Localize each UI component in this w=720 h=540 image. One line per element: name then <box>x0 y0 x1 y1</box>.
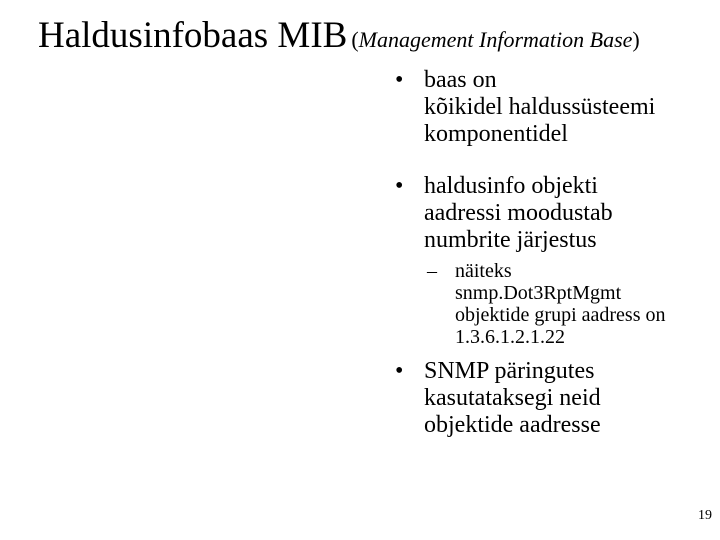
bullet-line: kõikidel haldussüsteemi <box>424 94 656 120</box>
bullet-line: baas on <box>424 67 497 93</box>
title-paren-open: ( <box>351 27 359 52</box>
bullet-line: objektide aadresse <box>424 412 601 438</box>
bullet-item <box>395 173 715 254</box>
title-subtitle <box>351 27 639 52</box>
bullet-list <box>395 67 715 439</box>
bullet-line: komponentidel <box>424 121 568 147</box>
bullet-line: numbrite järjestus <box>424 227 597 253</box>
slide-title <box>38 14 640 57</box>
bullet-marker: • <box>395 67 404 93</box>
bullet-item <box>395 67 715 148</box>
bullet-line: SNMP päringutes <box>424 358 595 384</box>
bullet-item <box>395 358 715 439</box>
title-subtitle-text: Management Information Base <box>358 27 633 52</box>
bullet-line: kasutataksegi neid <box>424 385 601 411</box>
sub-bullet-line: snmp.Dot3RptMgmt <box>455 282 622 304</box>
bullet-line: aadressi moodustab <box>424 200 613 226</box>
dash-marker: – <box>427 260 437 282</box>
sub-bullet-line: näiteks <box>455 260 512 282</box>
page-number: 19 <box>698 508 712 523</box>
title-main: Haldusinfobaas MIB <box>38 15 348 56</box>
bullet-line: haldusinfo objekti <box>424 173 598 199</box>
sub-bullet-line: objektide grupi aadress on <box>455 304 666 326</box>
bullet-marker: • <box>395 173 404 199</box>
bullet-marker: • <box>395 358 404 384</box>
sub-bullet-item <box>427 260 715 348</box>
sub-bullet-line: 1.3.6.1.2.1.22 <box>455 326 565 348</box>
title-paren-close: ) <box>632 27 640 52</box>
